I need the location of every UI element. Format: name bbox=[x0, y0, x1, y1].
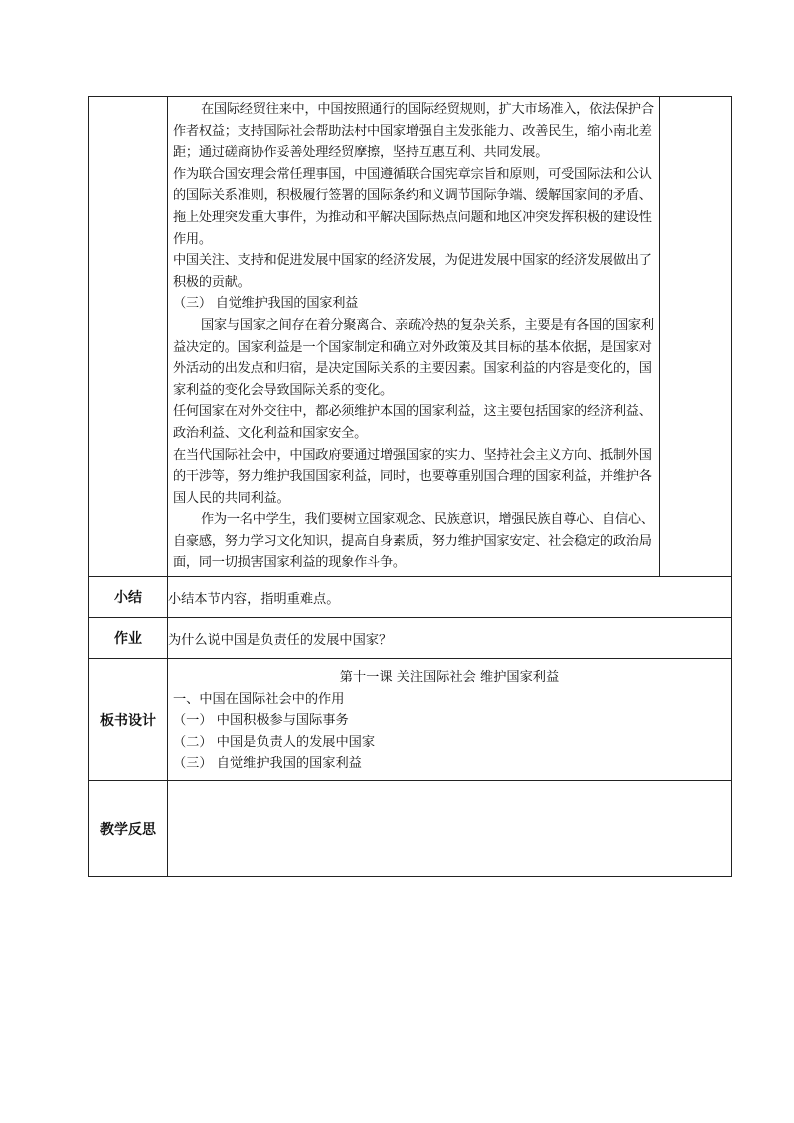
content-paragraph: 作为一名中学生，我们要树立国家观念、民族意识，增强民族自尊心、自信心、自豪感，努力学习文化知识，提高自身素质，努力维护国家安定、社会稳定的政治局面，同一切损害国家利益的现象作斗争。 bbox=[173, 512, 654, 571]
content-paragraph: 作为联合国安理会常任理事国，中国遵循联合国宪章宗旨和原则，可受国际法和公认的国际关系准则，积极履行签署的国际条约和义调节国际争端、缓解国家间的矛盾、拖上处理突发重大事件，为推动和平解决国际热点问题和地区冲突发挥积极的建设性作用。 bbox=[173, 166, 652, 247]
content-cell bbox=[168, 97, 660, 577]
board-line: （一） 中国积极参与国际事务 bbox=[173, 713, 349, 729]
homework-row bbox=[89, 618, 732, 659]
summary-row bbox=[89, 577, 732, 618]
board-cell bbox=[168, 659, 732, 781]
lesson-plan-table bbox=[88, 96, 732, 877]
board-title: 第十一课 关注国际社会 维护国家利益 bbox=[339, 670, 560, 686]
content-paragraph: 在国际经贸往来中，中国按照通行的国际经贸规则，扩大市场准入，依法保护合作者权益；支持国际社会帮助法村中国家增强自主发张能力、改善民生，缩小南北差距；通过磋商协作妥善处理经贸摩擦，坚持互惠互利、共同发展。 bbox=[173, 102, 654, 161]
content-body bbox=[168, 97, 659, 576]
content-label-cell bbox=[89, 97, 168, 577]
content-paragraph: 任何国家在对外交往中，都必须维护本国的国家利益，这主要包括国家的经济利益、政治利益、文化利益和国家安全。 bbox=[173, 404, 652, 441]
board-row bbox=[89, 659, 732, 781]
reflection-label: 教学反思 bbox=[89, 781, 168, 877]
content-paragraph: 在当代国际社会中，中国政府要通过增强国家的实力、坚持社会主义方向、抵制外国的干涉等，努力维护我国国家利益，同时，也要尊重别国合理的国家利益，并维护各国人民的共同利益。 bbox=[173, 447, 652, 506]
summary-text: 小结本节内容，指明重难点。 bbox=[168, 577, 732, 618]
content-notes-cell bbox=[660, 97, 732, 577]
summary-label: 小结 bbox=[89, 577, 168, 618]
homework-label: 作业 bbox=[89, 618, 168, 659]
section-heading: （三） 自觉维护我国的国家利益 bbox=[173, 296, 359, 312]
reflection-row bbox=[89, 781, 732, 877]
board-line: （三） 自觉维护我国的国家利益 bbox=[173, 756, 362, 772]
content-row bbox=[89, 97, 732, 577]
content-paragraph: 中国关注、支持和促进发展中国家的经济发展，为促进发展中国家的经济发展做出了积极的贡献。 bbox=[173, 253, 652, 290]
board-label: 板书设计 bbox=[89, 659, 168, 781]
board-body bbox=[168, 659, 731, 779]
homework-text: 为什么说中国是负责任的发展中国家？ bbox=[168, 618, 732, 659]
board-line: 一、中国在国际社会中的作用 bbox=[173, 691, 345, 707]
board-line: （二） 中国是负责人的发展中国家 bbox=[173, 734, 376, 750]
reflection-cell bbox=[168, 781, 732, 877]
content-paragraph: 国家与国家之间存在着分聚离合、亲疏冷热的复杂关系，主要是有各国的国家利益决定的。国家利益是一个国家制定和确立对外政策及其目标的基本依据，是国家对外活动的出发点和归宿，是决定国际关系的主要因素。国家利益的内容是变化的，国家利益的变化会导致国际关系的变化。 bbox=[173, 317, 654, 398]
